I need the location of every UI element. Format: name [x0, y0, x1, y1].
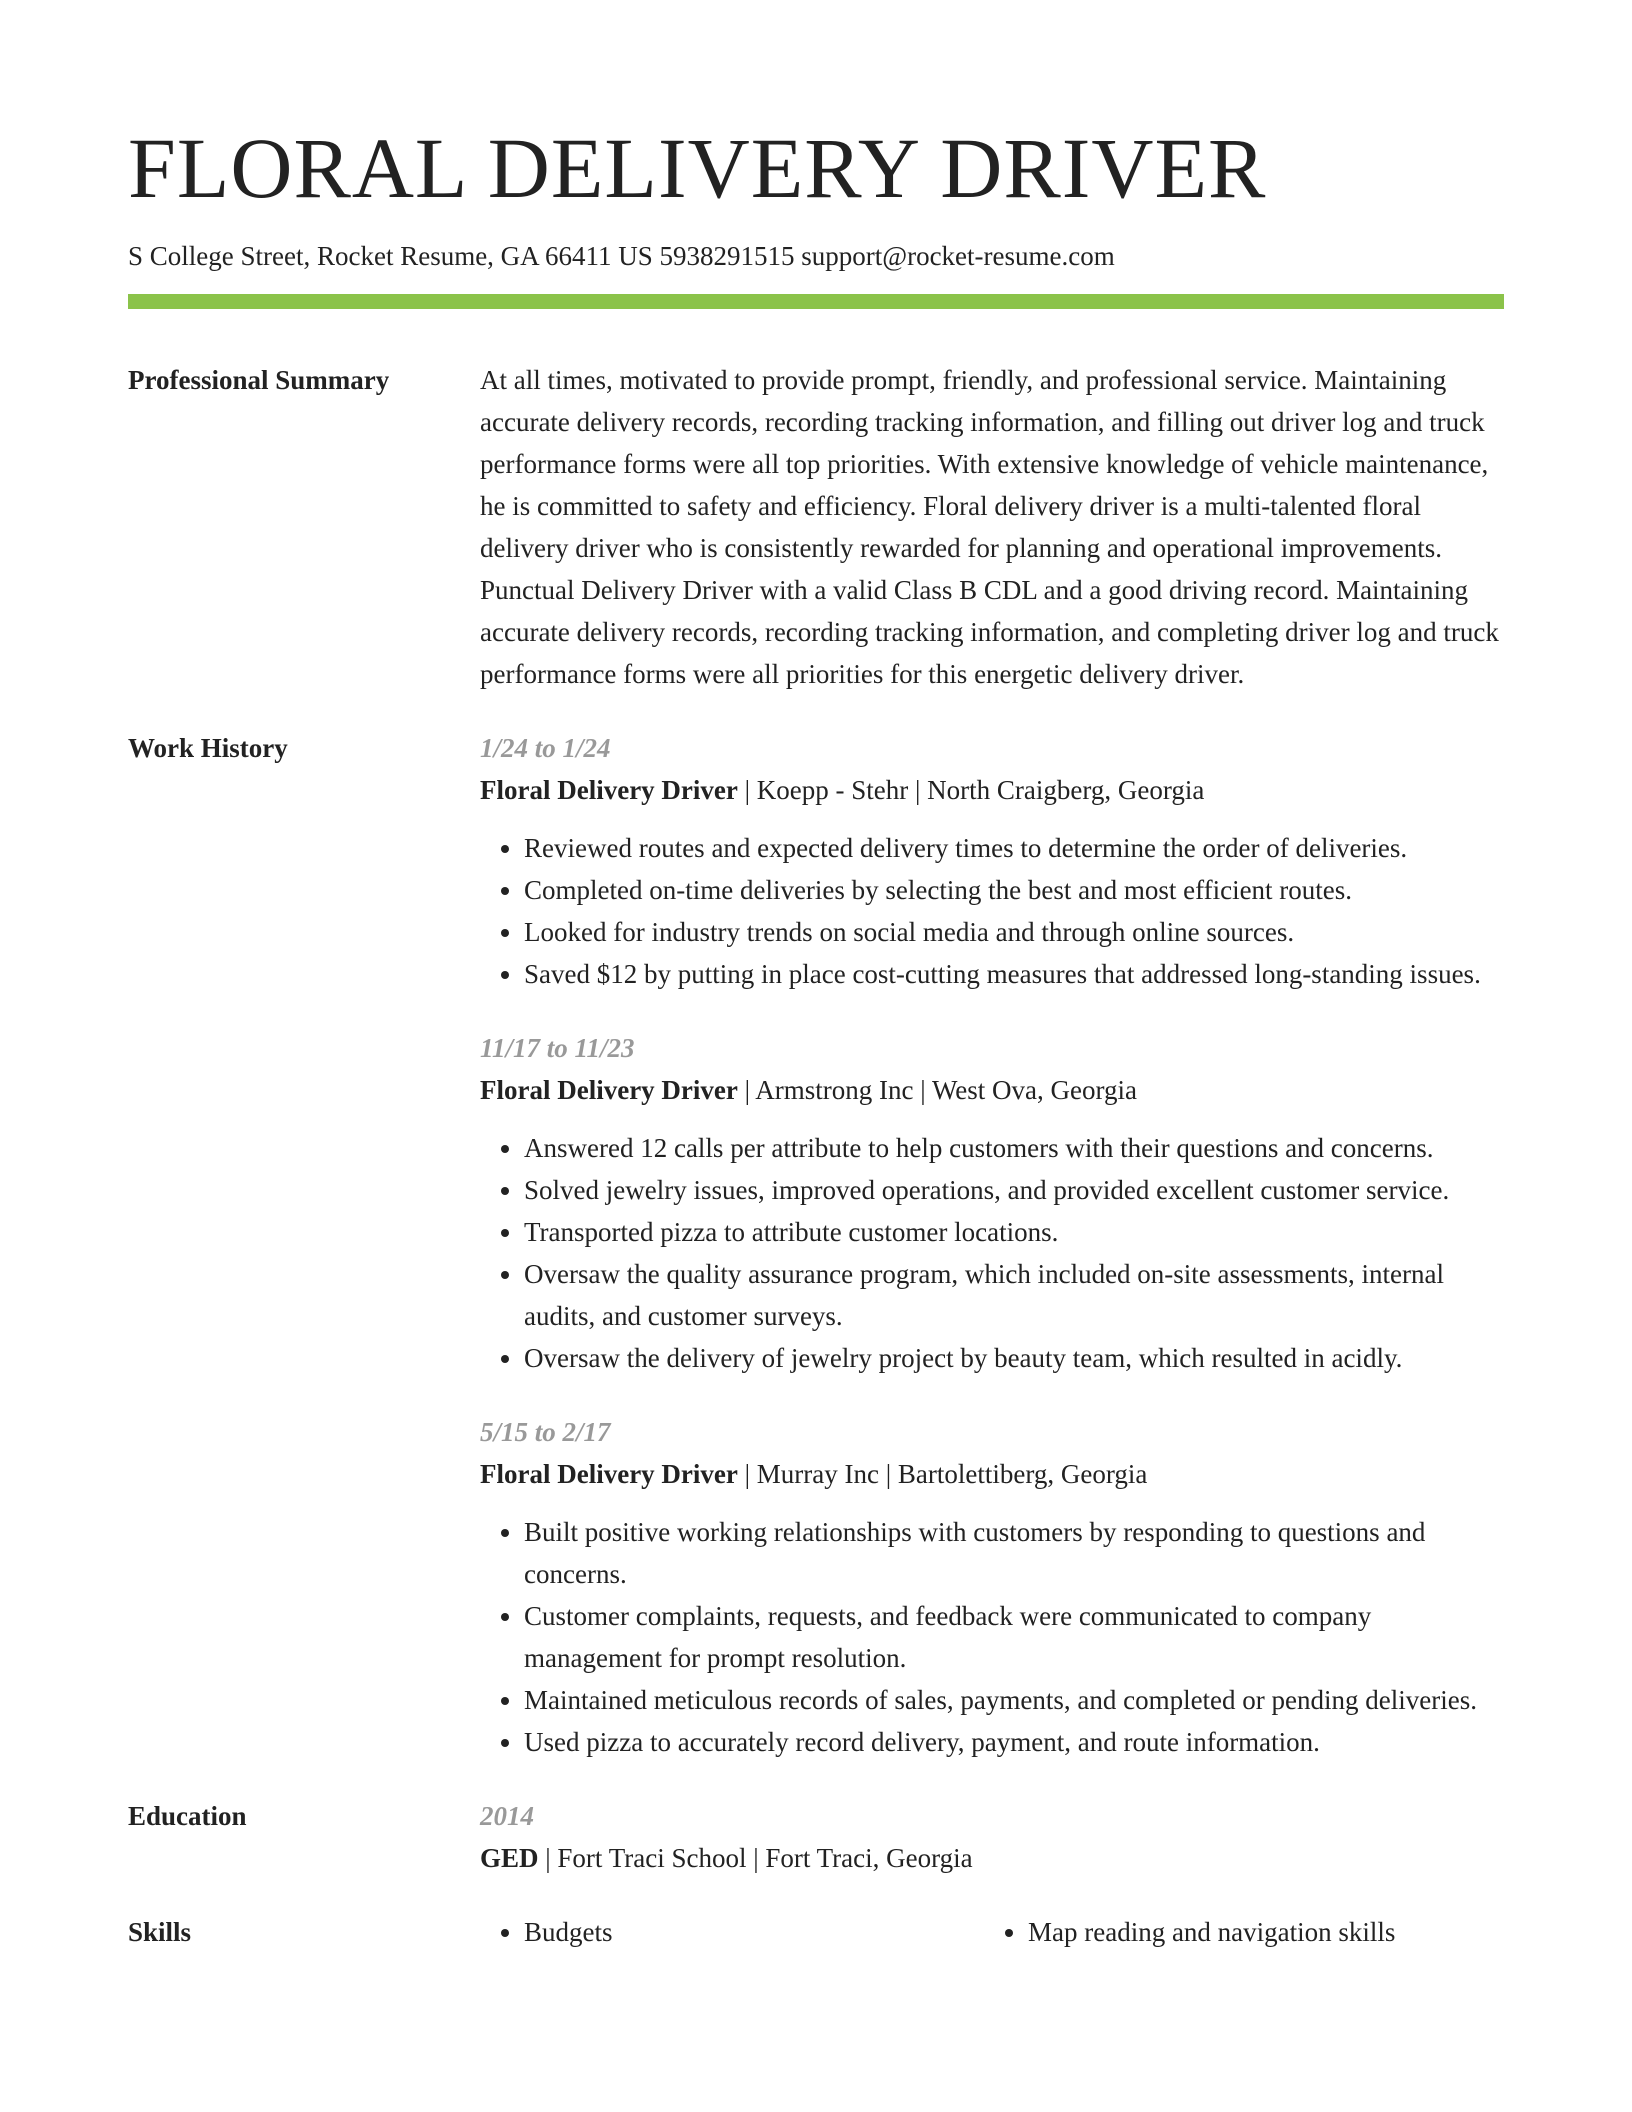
resume-page [128, 0, 1504, 1953]
education-heading: Education [128, 1801, 247, 1831]
contact-line: S College Street, Rocket Resume, GA 66411 US 5938291515 support@rocket-resume.com [128, 241, 1115, 271]
skill-item: • Map reading and navigation skills [1028, 1911, 1488, 1953]
job-heading [480, 1069, 1504, 1111]
summary-text: At all times, motivated to provide prompt, friendly, and professional service. Maintaining accurate delivery records, recording tracking information, and filling out driver log and truck performance forms were all top priorities. With extensive knowledge of vehicle maintenance, he is committed to safety and efficiency. Floral delivery driver is a multi-talented floral delivery driver who is consistently rewarded for planning and operational improvements. Punctual Delivery Driver with a valid Class B CDL and a good driving record. Maintaining accurate delivery records, recording tracking information, and completing driver log and truck performance forms were all priorities for this energetic delivery driver. [480, 365, 1499, 689]
job-heading [480, 769, 1504, 811]
job-dates: 11/17 to 11/23 [480, 1033, 635, 1063]
job-bullet: • Reviewed routes and expected delivery times to determine the order of deliveries. [524, 827, 1504, 869]
job-bullets [480, 1511, 1504, 1763]
skills-column-right [984, 1911, 1488, 1953]
job-bullet: • Built positive working relationships with customers by responding to questions and concerns. [524, 1511, 1504, 1595]
education-entry [480, 1837, 1504, 1879]
work-history-body [480, 727, 1504, 1763]
job-title: Floral Delivery Driver [480, 775, 738, 805]
education-year: 2014 [480, 1801, 534, 1831]
work-history-section [128, 727, 1504, 1763]
job-entry [480, 1027, 1504, 1379]
job-details: | Koepp - Stehr | North Craigberg, Georgia [737, 775, 1205, 805]
skills-section [128, 1911, 1504, 1953]
education-body [480, 1795, 1504, 1879]
job-dates: 1/24 to 1/24 [480, 733, 611, 763]
job-entry [480, 727, 1504, 995]
job-bullet: • Saved $12 by putting in place cost-cutting measures that addressed long-standing issues. [524, 953, 1504, 995]
job-bullet: • Oversaw the delivery of jewelry project by beauty team, which resulted in acidly. [524, 1337, 1504, 1379]
summary-heading: Professional Summary [128, 365, 390, 395]
job-dates: 5/15 to 2/17 [480, 1417, 611, 1447]
job-heading [480, 1453, 1504, 1495]
job-bullets [480, 1127, 1504, 1379]
job-bullet: • Looked for industry trends on social media and through online sources. [524, 911, 1504, 953]
job-bullet: • Customer complaints, requests, and feedback were communicated to company management for prompt resolution. [524, 1595, 1504, 1679]
job-bullet: • Completed on-time deliveries by selecting the best and most efficient routes. [524, 869, 1504, 911]
summary-body [480, 359, 1504, 695]
job-bullet: • Maintained meticulous records of sales, payments, and completed or pending deliveries. [524, 1679, 1504, 1721]
education-section [128, 1795, 1504, 1879]
job-bullets [480, 827, 1504, 995]
summary-section [128, 359, 1504, 695]
skills-column-left [480, 1911, 984, 1953]
skills-grid [480, 1911, 1504, 1953]
skills-body [480, 1911, 1504, 1953]
job-bullet: • Transported pizza to attribute customer locations. [524, 1211, 1504, 1253]
education-details: | Fort Traci School | Fort Traci, Georgia [538, 1843, 973, 1873]
job-bullet: • Used pizza to accurately record delivery, payment, and route information. [524, 1721, 1504, 1763]
job-title: Floral Delivery Driver [480, 1075, 738, 1105]
job-details: | Murray Inc | Bartolettiberg, Georgia [737, 1459, 1148, 1489]
skills-heading: Skills [128, 1917, 192, 1947]
job-bullet: • Oversaw the quality assurance program, which included on-site assessments, internal audits, and customer surveys. [524, 1253, 1504, 1337]
education-degree: GED [480, 1843, 539, 1873]
resume-title: FLORAL DELIVERY DRIVER [128, 120, 1267, 216]
work-history-heading: Work History [128, 733, 288, 763]
job-title: Floral Delivery Driver [480, 1459, 738, 1489]
job-details: | Armstrong Inc | West Ova, Georgia [737, 1075, 1137, 1105]
accent-divider [128, 294, 1504, 309]
job-entry [480, 1411, 1504, 1763]
job-bullet: • Answered 12 calls per attribute to help customers with their questions and concerns. [524, 1127, 1504, 1169]
skill-item: • Budgets [524, 1911, 984, 1953]
job-bullet: • Solved jewelry issues, improved operations, and provided excellent customer service. [524, 1169, 1504, 1211]
